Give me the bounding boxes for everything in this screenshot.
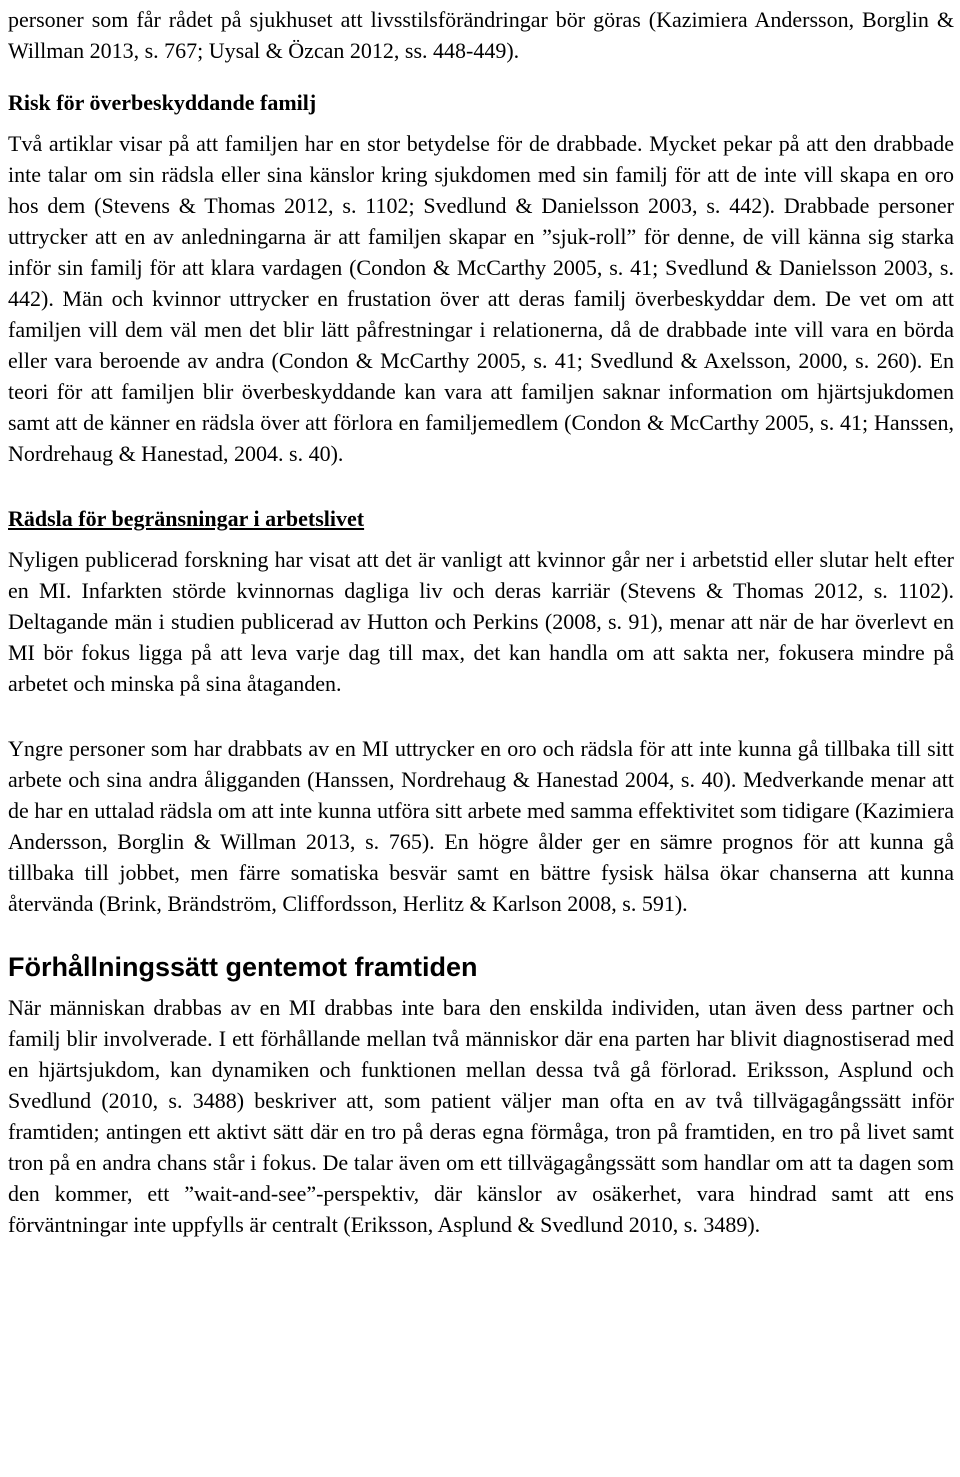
paragraph-attitude-future: När människan drabbas av en MI drabbas inte bara den enskilda individen, utan även dess partner och familj blir involverade. I ett förhållande mellan två människor där ena parten har blivit diagnostiserad med en hjärtsjukdom, kan dynamiken och funktionen mellan dessa två gå förlorad. Eriksson, Asplund och Svedlund (2010, s. 3488) beskriver att, som patient väljer man ofta en av två tillvägagångssätt inför framtiden; antingen ett aktivt sätt där en tro på deras egna förmåga, tron på framtiden, en tro på livet samt tron på en andra chans står i fokus. De talar även om ett tillvägagångssätt som handlar om att ta dagen som den kommer, ett ”wait-and-see”-perspektiv, där känslor av osäkerhet, vara hindrad samt att ens förväntningar inte uppfylls är centralt (Eriksson, Asplund & Svedlund 2010, s. 3489). — [8, 995, 954, 1237]
heading-attitude-future: Förhållningssätt gentemot framtiden — [8, 952, 478, 982]
heading-fear-work-limitations: Rädsla för begränsningar i arbetslivet — [8, 506, 365, 531]
paragraph-risk-overprotective-family: Två artiklar visar på att familjen har en stor betydelse för de drabbade. Mycket pekar på att den drabbade inte talar om sin rädsla eller sina känslor kring sjukdomen med sin familj för att de inte vill skapa en oro hos dem (Stevens & Thomas 2012, s. 1102; Svedlund & Danielsson 2003, s. 442). Drabbade personer uttrycker att en av anledningarna är att familjen skapar en ”sjuk-roll” för denne, de vill känna sig starka inför sin familj för att klara vardagen (Condon & McCarthy 2005, s. 41; Svedlund & Danielsson 2003, s. 442). Män och kvinnor uttrycker en frustation över att deras familj överbeskyddar dem. De vet om att familjen vill dem väl men det blir lätt påfrestningar i relationerna, då de drabbade inte vill vara en börda eller vara beroende av andra (Condon & McCarthy 2005, s. 41; Svedlund & Axelsson, 2000, s. 260). En teori för att familjen blir överbeskyddande kan vara att familjen saknar information om hjärtsjukdomen samt att de känner en rädsla över att förlora en familjemedlem (Condon & McCarthy 2005, s. 41; Hanssen, Nordrehaug & Hanestad, 2004. s. 40). — [8, 131, 954, 466]
document-page — [8, 4, 954, 1240]
paragraph-work-2: Yngre personer som har drabbats av en MI uttrycker en oro och rädsla för att inte kunna gå tillbaka till sitt arbete och sina andra åligganden (Hanssen, Nordrehaug & Hanestad 2004, s. 40). Medverkande menar att de har en uttalad rädsla om att inte kunna utföra sitt arbete med samma effektivitet som tidigare (Kazimiera Andersson, Borglin & Willman 2013, s. 765). En högre ålder ger en sämre prognos för att kunna gå tillbaka till jobbet, men färre somatiska besvär samt en bättre fysisk hälsa ökar chanserna att kunna återvända (Brink, Brändström, Cliffordsson, Herlitz & Karlson 2008, s. 591). — [8, 736, 954, 916]
intro-paragraph: personer som får rådet på sjukhuset att livsstilsförändringar bör göras (Kazimiera Andersson, Borglin & Willman 2013, s. 767; Uysal & Özcan 2012, ss. 448-449). — [8, 7, 954, 63]
heading-risk-overprotective-family: Risk för överbeskyddande familj — [8, 90, 317, 115]
paragraph-work-1: Nyligen publicerad forskning har visat att det är vanligt att kvinnor går ner i arbetstid eller slutar helt efter en MI. Infarkten störde kvinnornas dagliga liv och deras karriär (Stevens & Thomas 2012, s. 1102). Deltagande män i studien publicerad av Hutton och Perkins (2008, s. 91), menar att när de har överlevt en MI bör fokus ligga på att leva varje dag till max, det kan handla om att sakta ner, fokusera mindre på arbetet och minska på sina åtaganden. — [8, 547, 954, 696]
